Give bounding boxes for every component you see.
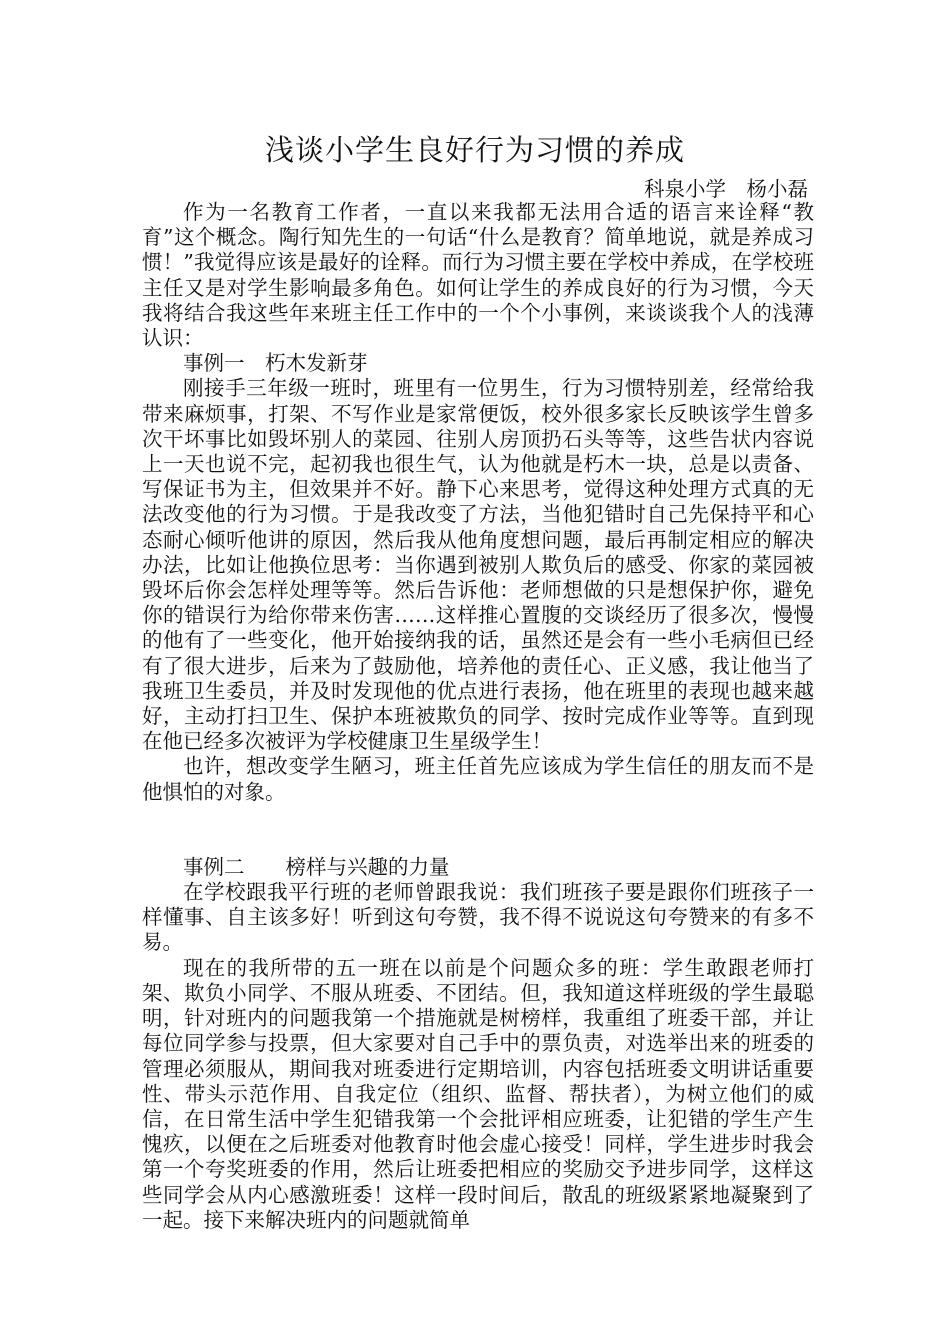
- intro-paragraph: 作为一名教育工作者，一直以来我都无法用合适的语言来诠释“教育”这个概念。陶行知先生的一句话“什么是教育？简单地说，就是养成习惯！”我觉得应该是最好的诠释。而行为习惯主要在学校中养成，在学校班主任又是对学生影响最多角色。如何让学生的养成良好的行为习惯，今天我将结合我这些年来班主任工作中的一个个小事例，来谈谈我个人的浅薄认识：: [142, 200, 814, 351]
- document-title: 浅谈小学生良好行为习惯的养成: [264, 133, 685, 167]
- case1-conclusion: 也许，想改变学生陋习，班主任首先应该成为学生信任的朋友而不是他惧怕的对象。: [142, 754, 814, 804]
- case1-heading: 事例一 朽木发新芽: [183, 351, 368, 376]
- case2-heading: 事例二 榜样与兴趣的力量: [183, 854, 450, 879]
- document-body: [142, 200, 814, 1233]
- section-gap: [142, 805, 814, 855]
- case1-paragraph: 刚接手三年级一班时，班里有一位男生，行为习惯特别差，经常给我带来麻烦事，打架、不写作业是家常便饭，校外很多家长反映该学生曾多次干坏事比如毁坏别人的菜园、往别人房顶扔石头等等，这些告状内容说上一天也说不完，起初我也很生气，认为他就是朽木一块，总是以责备、写保证书为主，但效果并不好。静下心来思考，觉得这种处理方式真的无法改变他的行为习惯。于是我改变了方法，当他犯错时自己先保持平和心态耐心倾听他讲的原因，然后我从他角度想问题，最后再制定相应的解决办法，比如让他换位思考：当你遇到被别人欺负后的感受、你家的菜园被毁坏后你会怎样处理等等。然后告诉他：老师想做的只是想保护你，避免你的错误行为给你带来伤害……这样推心置腹的交谈经历了很多次，慢慢的他有了一些变化，他开始接纳我的话，虽然还是会有一些小毛病但已经有了很大进步，后来为了鼓励他，培养他的责任心、正义感，我让他当了我班卫生委员，并及时发现他的优点进行表扬，他在班里的表现也越来越好，主动打扫卫生、保护本班被欺负的同学、按时完成作业等等。直到现在他已经多次被评为学校健康卫生星级学生！: [142, 376, 814, 754]
- author-line: 科泉小学 杨小磊: [644, 177, 808, 201]
- case2-paragraph: 在学校跟我平行班的老师曾跟我说：我们班孩子要是跟你们班孩子一样懂事、自主该多好！听到这句夸赞，我不得不说说这句夸赞来的有多不易。: [142, 880, 814, 955]
- case2-paragraph: 现在的我所带的五一班在以前是个问题众多的班：学生敢跟老师打架、欺负小同学、不服从班委、不团结。但，我知道这样班级的学生最聪明，针对班内的问题我第一个措施就是树榜样，我重组了班委干部，并让每位同学参与投票，但大家要对自己手中的票负责，对选举出来的班委的管理必须服从，期间我对班委进行定期培训，内容包括班委文明讲话重要性、带头示范作用、自我定位（组织、监督、帮扶者），为树立他们的威信，在日常生活中学生犯错我第一个会批评相应班委，让犯错的学生产生愧疚，以便在之后班委对他教育时他会虚心接受！同样，学生进步时我会第一个夸奖班委的作用，然后让班委把相应的奖励交予进步同学，这样这些同学会从内心感激班委！这样一段时间后，散乱的班级紧紧地凝聚到了一起。接下来解决班内的问题就简单: [142, 955, 814, 1232]
